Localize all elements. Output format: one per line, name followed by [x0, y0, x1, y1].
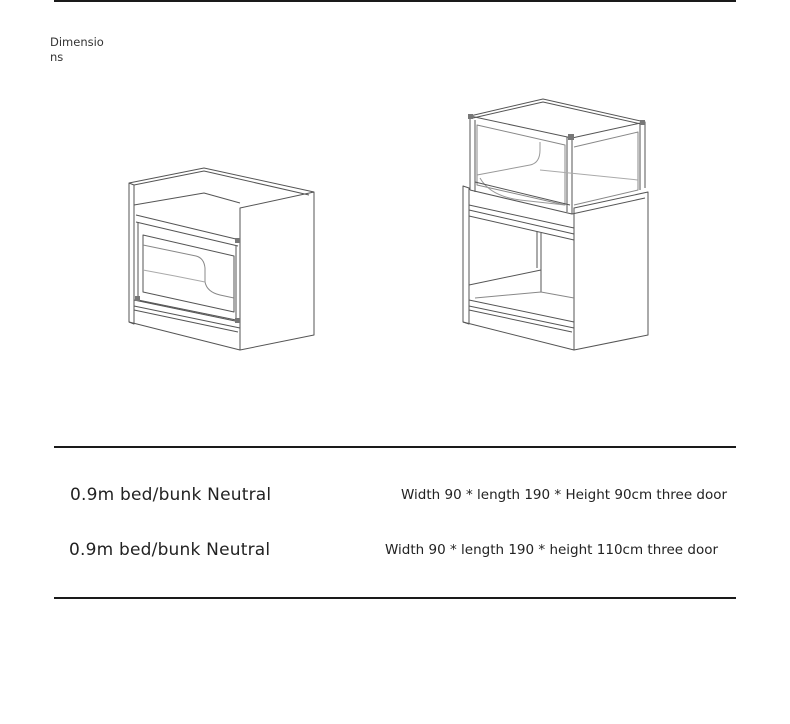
three-door-nightstand-110cm-icon	[463, 99, 648, 350]
spec-row-2-name: 0.9m bed/bunk Neutral	[69, 540, 271, 560]
table-top-divider	[54, 446, 736, 448]
table-bottom-divider	[54, 597, 736, 599]
spec-row-1-name: 0.9m bed/bunk Neutral	[70, 485, 272, 505]
three-door-nightstand-90cm-icon	[129, 168, 314, 350]
spec-row-1-dimensions: Width 90 * length 190 * Height 90cm three door	[401, 487, 728, 503]
spec-row-2-dimensions: Width 90 * length 190 * height 110cm three door	[385, 542, 719, 558]
dimensions-label: Dimensions	[50, 35, 104, 64]
